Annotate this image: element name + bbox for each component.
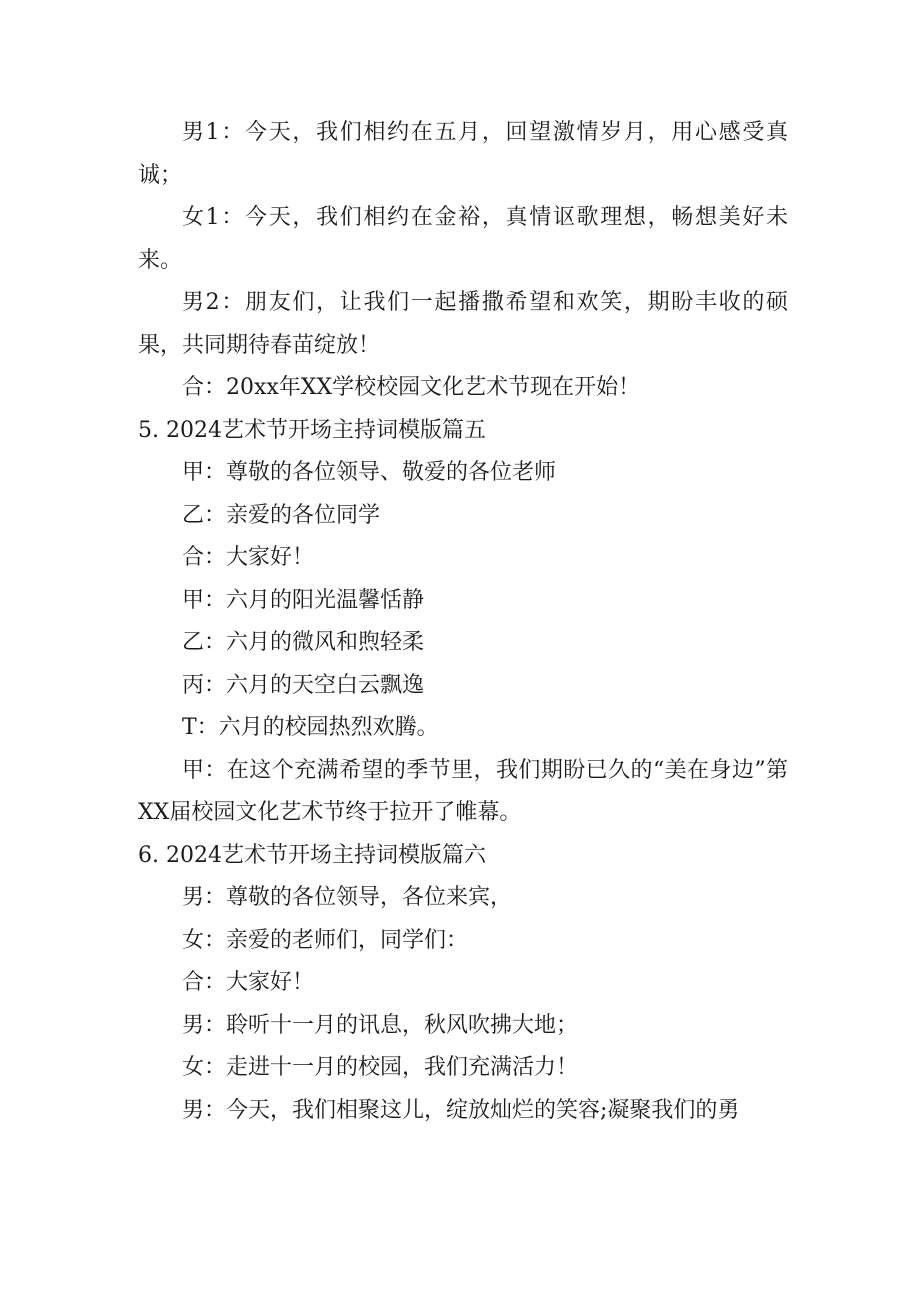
- paragraph: 乙：六月的微风和煦轻柔: [182, 630, 425, 655]
- paragraph: 甲：尊敬的各位领导、敬爱的各位老师: [182, 460, 557, 485]
- paragraph: 合：大家好！: [182, 970, 315, 995]
- section-heading-5: 5. 2024艺术节开场主持词模版篇五: [138, 417, 486, 443]
- paragraph: 女1：今天，我们相约在金裕，真情讴歌理想，畅想美好未来。: [138, 205, 788, 273]
- paragraph: 合：大家好！: [182, 545, 315, 570]
- paragraph: T：六月的校园热烈欢腾。: [182, 715, 439, 740]
- paragraph: 甲：六月的阳光温馨恬静: [182, 587, 425, 613]
- paragraph: 女：亲爱的老师们，同学们：: [182, 927, 469, 953]
- paragraph: 合：20xx年XX学校校园文化艺术节现在开始！: [182, 375, 641, 400]
- paragraph: 男：尊敬的各位领导，各位来宾，: [182, 885, 513, 910]
- section-heading-6: 6. 2024艺术节开场主持词模版篇六: [138, 842, 486, 868]
- document-body: [138, 112, 788, 1132]
- paragraph: 乙：亲爱的各位同学: [182, 502, 381, 528]
- paragraph: 女：走进十一月的校园，我们充满活力！: [182, 1055, 579, 1080]
- paragraph: 男1：今天，我们相约在五月，回望激情岁月，用心感受真诚；: [138, 120, 788, 188]
- paragraph: 丙：六月的天空白云飘逸: [182, 672, 425, 698]
- paragraph: 甲：在这个充满希望的季节里，我们期盼已久的“美在身边”第XX届校园文化艺术节终于拉开了帷幕。: [138, 757, 788, 825]
- paragraph: 男2：朋友们，让我们一起播撒希望和欢笑，期盼丰收的硕果，共同期待春苗绽放！: [138, 290, 788, 358]
- paragraph: 男：聆听十一月的讯息，秋风吹拂大地；: [182, 1012, 579, 1038]
- paragraph: 男：今天，我们相聚这儿，绽放灿烂的笑容;凝聚我们的勇: [182, 1097, 740, 1123]
